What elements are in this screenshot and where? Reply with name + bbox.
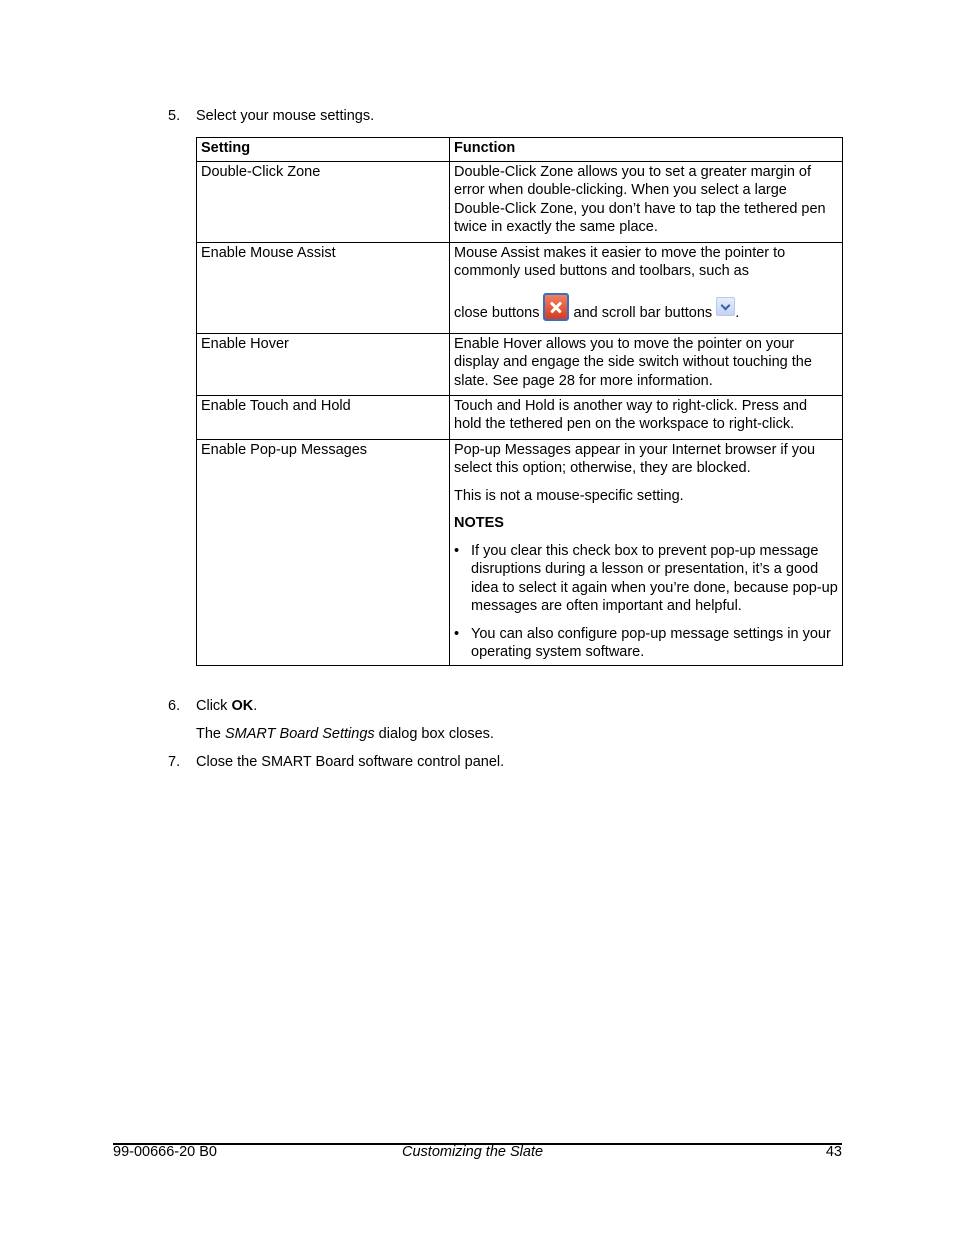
function-cell: Double-Click Zone allows you to set a greater margin of error when double-clicking. When you select a large Double-Click Zone, you don’t have to tap the tethered pen twice in exactly the same place. [450, 161, 843, 242]
list-item: • If you clear this check box to prevent pop-up message disruptions during a lesson or presentation, it’s a good idea to select it again when you’re done, because pop-up messages are often important and helpful. [454, 542, 838, 616]
header-setting: Setting [197, 138, 450, 162]
function-text: close buttons [454, 304, 540, 321]
function-cell: Enable Hover allows you to move the pointer on your display and engage the side switch without touching the slate. See page 28 for more information. [450, 333, 843, 395]
table-row [197, 242, 843, 333]
setting-cell: Enable Touch and Hold [197, 395, 450, 439]
step-number: 6. [168, 698, 181, 714]
footer-page-number: 43 [825, 1144, 842, 1160]
table-row [197, 395, 843, 439]
step-text: Select your mouse settings. [196, 108, 375, 124]
header-function: Function [450, 138, 843, 162]
setting-cell: Enable Mouse Assist [197, 242, 450, 333]
step-number: 5. [168, 108, 181, 124]
notes-title: NOTES [454, 515, 504, 531]
setting-cell: Double-Click Zone [197, 161, 450, 242]
function-text-icons [454, 293, 838, 323]
step-text [196, 698, 257, 714]
chevron-down-icon [716, 297, 735, 316]
close-x-icon [543, 293, 569, 321]
footer-doc-number: 99-00666-20 B0 [113, 1144, 217, 1160]
function-cell [450, 242, 843, 333]
notes-list [454, 542, 838, 662]
table-row [197, 333, 843, 395]
step-text: Close the SMART Board software control panel. [196, 754, 505, 770]
table-header-row [197, 138, 843, 162]
dialog-name: SMART Board Settings [225, 726, 375, 742]
function-cell: Touch and Hold is another way to right-click. Press and hold the tethered pen on the workspace to right-click. [450, 395, 843, 439]
result-text-part: The [196, 726, 226, 742]
function-text: Pop-up Messages appear in your Internet browser if you select this option; otherwise, they are blocked. [454, 441, 816, 476]
function-text: and scroll bar buttons [573, 304, 713, 321]
step-text-part: . [253, 698, 258, 714]
list-item: • You can also configure pop-up message settings in your operating system software. [454, 625, 838, 662]
step-number: 7. [168, 754, 181, 770]
ok-label: OK [231, 698, 254, 714]
table-row [197, 439, 843, 665]
footer-chapter: Customizing the Slate [402, 1144, 544, 1160]
mouse-settings-table [196, 137, 843, 666]
setting-cell: Enable Hover [197, 333, 450, 395]
step-6-result [196, 726, 494, 742]
step-text-part: Click [196, 698, 232, 714]
table-row [197, 161, 843, 242]
result-text-part: dialog box closes. [374, 726, 494, 742]
function-cell [450, 439, 843, 665]
function-text: This is not a mouse-specific setting. [454, 487, 684, 504]
function-text: . [735, 304, 740, 321]
function-text: Mouse Assist makes it easier to move the pointer to commonly used buttons and toolbars, such as [454, 244, 786, 279]
setting-cell: Enable Pop-up Messages [197, 439, 450, 665]
